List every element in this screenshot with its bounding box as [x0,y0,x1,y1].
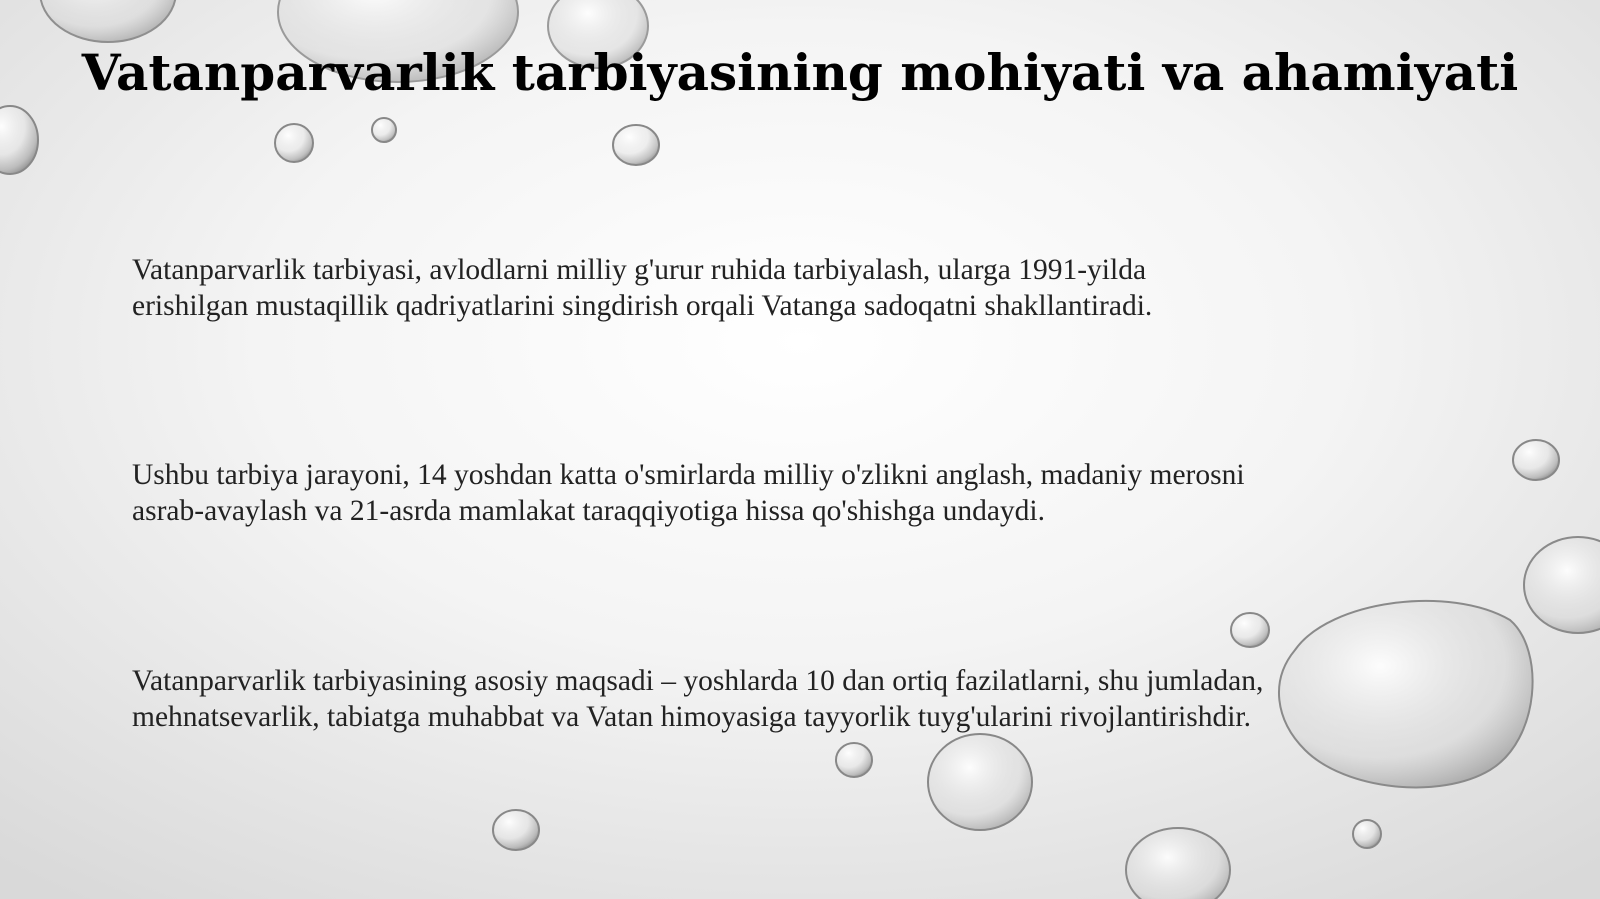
water-drop [493,810,539,850]
paragraph-2-line-2: asrab-avaylash va 21-asrda mamlakat taraqqiyotiga hissa qo'shishga undaydi. [132,495,1045,527]
slide-title: Vatanparvarlik tarbiyasining mohiyati va ahamiyati [81,43,1519,102]
water-drop [372,118,396,142]
paragraph-1 [132,252,1532,324]
water-drop [1231,613,1269,647]
water-drop [275,124,313,162]
water-drop [928,734,1032,830]
paragraph-3 [132,663,1532,735]
water-drop [0,106,38,174]
paragraph-2-line-1: Ushbu tarbiya jarayoni, 14 yoshdan katta o'smirlarda milliy o'zlikni anglash, madaniy merosni [132,459,1245,491]
water-drop [613,125,659,165]
water-drop [40,0,176,42]
paragraph-1-line-2: erishilgan mustaqillik qadriyatlarini singdirish orqali Vatanga sadoqatni shakllantiradi. [132,290,1153,322]
water-drop [836,743,872,777]
water-drop [1126,828,1230,899]
water-drop [1353,820,1381,848]
paragraph-3-line-2: mehnatsevarlik, tabiatga muhabbat va Vatan himoyasiga tayyorlik tuyg'ularini rivojlantirishdir. [132,701,1251,733]
paragraph-1-line-1: Vatanparvarlik tarbiyasi, avlodlarni milliy g'urur ruhida tarbiyalash, ularga 1991-yilda [132,254,1147,286]
paragraph-3-line-1: Vatanparvarlik tarbiyasining asosiy maqsadi – yoshlarda 10 dan ortiq fazilatlarni, shu jumladan, [132,665,1264,697]
paragraph-2 [132,457,1532,529]
water-drop [1524,537,1600,633]
